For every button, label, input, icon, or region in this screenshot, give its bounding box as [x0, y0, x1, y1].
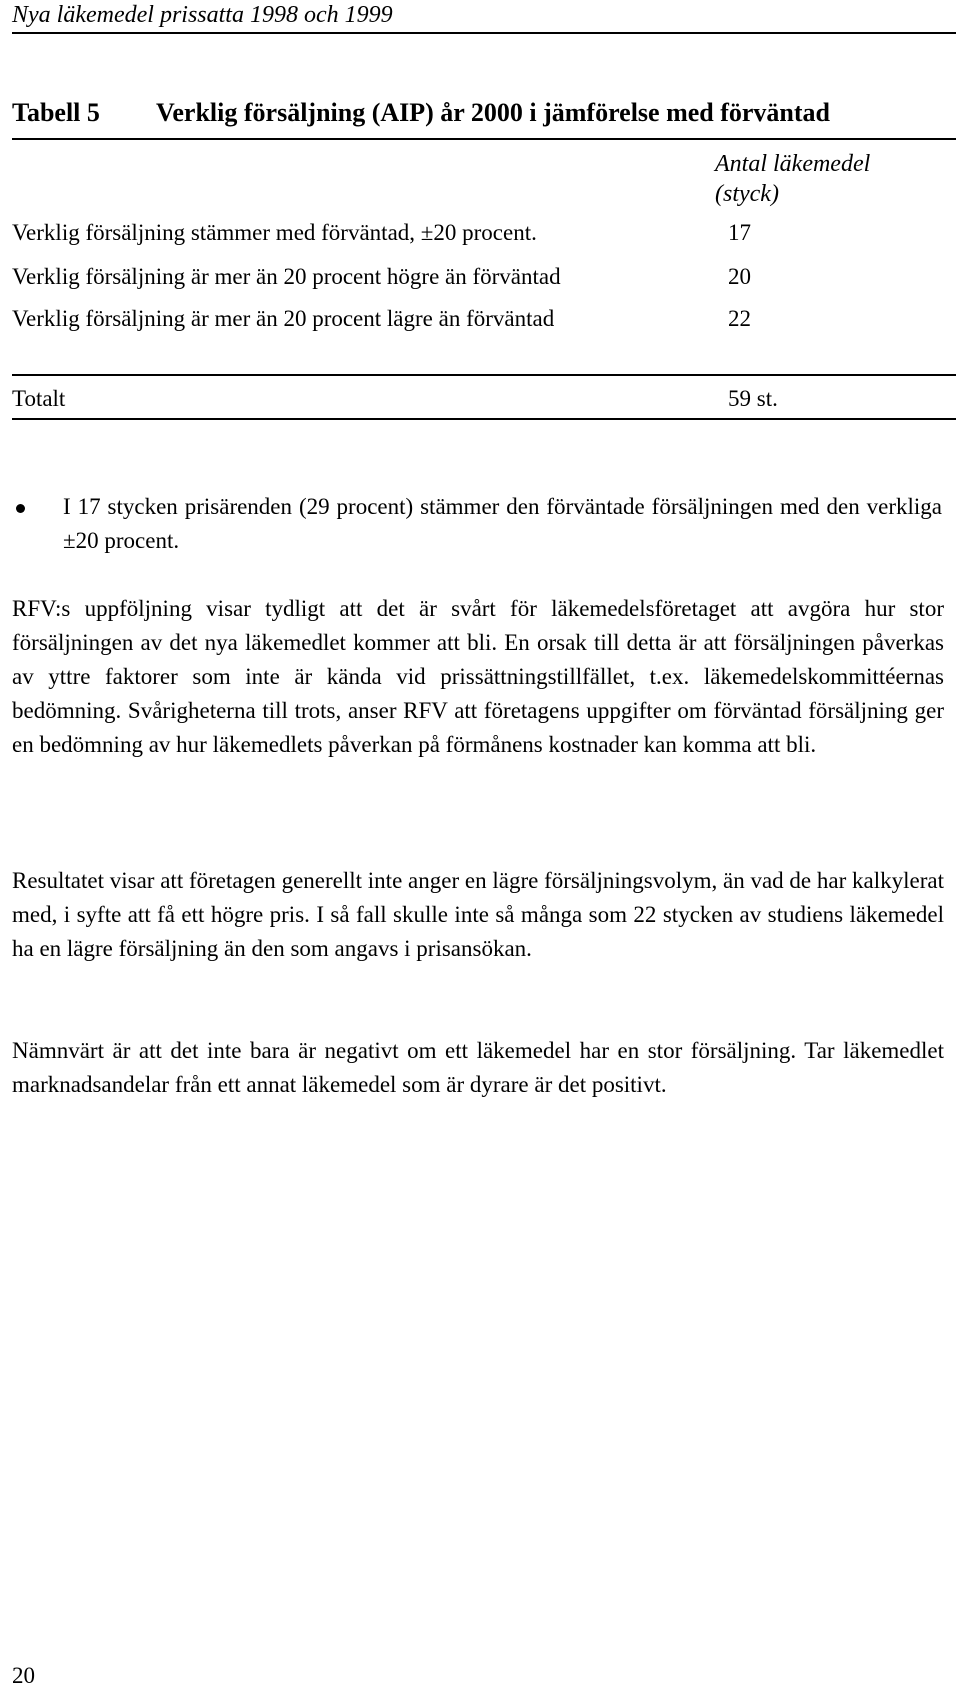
row-description: Verklig försäljning är mer än 20 procent lägre än förväntad	[12, 306, 555, 331]
total-label: Totalt	[12, 386, 66, 411]
row-value: 20	[728, 264, 751, 289]
paragraph: Resultatet visar att företagen generellt inte anger en lägre försäljningsvolym, än vad de har kalkylerat med, i syfte att få ett högre pris. I så fall skulle inte så många som 22 stycken av studiens läkemedel ha en lägre försäljning än den som angavs i prisansökan.	[12, 868, 944, 961]
bullet-icon	[16, 504, 25, 513]
row-value: 17	[728, 220, 751, 245]
paragraph: Nämnvärt är att det inte bara är negativt om ett läkemedel har en stor försäljning. Tar läkemedlet marknadsandelar från ett annat läkemedel som är dyrare är det positivt.	[12, 1038, 944, 1097]
table-total-rule	[12, 374, 956, 376]
total-value: 59 st.	[728, 386, 778, 411]
page-number: 20	[12, 1663, 35, 1688]
bullet-text: I 17 stycken prisärenden (29 procent) stämmer den förväntade försäljningen med den verkliga ±20 procent.	[63, 494, 942, 553]
row-value: 22	[728, 306, 751, 331]
table-title: Verklig försäljning (AIP) år 2000 i jämförelse med förväntad	[156, 98, 831, 127]
table-bottom-rule	[12, 418, 956, 420]
row-description: Verklig försäljning är mer än 20 procent högre än förväntad	[12, 264, 561, 289]
bullet-item	[12, 490, 942, 558]
column-header-line1: Antal läkemedel	[715, 151, 871, 177]
table-caption	[12, 96, 956, 140]
row-description: Verklig försäljning stämmer med förväntad, ±20 procent.	[12, 220, 537, 245]
column-header	[715, 149, 870, 209]
paragraph: RFV:s uppföljning visar tydligt att det är svårt för läkemedelsföretaget att avgöra hur stor försäljningen av det nya läkemedlet kommer att bli. En orsak till detta är att försäljningen påverkas av yttre faktorer som inte är kända vid prissättningstillfället, t.ex. läkemedelskommittéernas bedömning. Svårigheterna till trots, anser RFV att företagens uppgifter om förväntad försäljning ger en bedömning av hur läkemedlets påverkan på förmånens kostnader kan komma att bli.	[12, 596, 944, 757]
table-label: Tabell 5	[12, 98, 100, 127]
column-header-line2: (styck)	[715, 181, 779, 207]
running-header: Nya läkemedel prissatta 1998 och 1999	[12, 0, 956, 34]
